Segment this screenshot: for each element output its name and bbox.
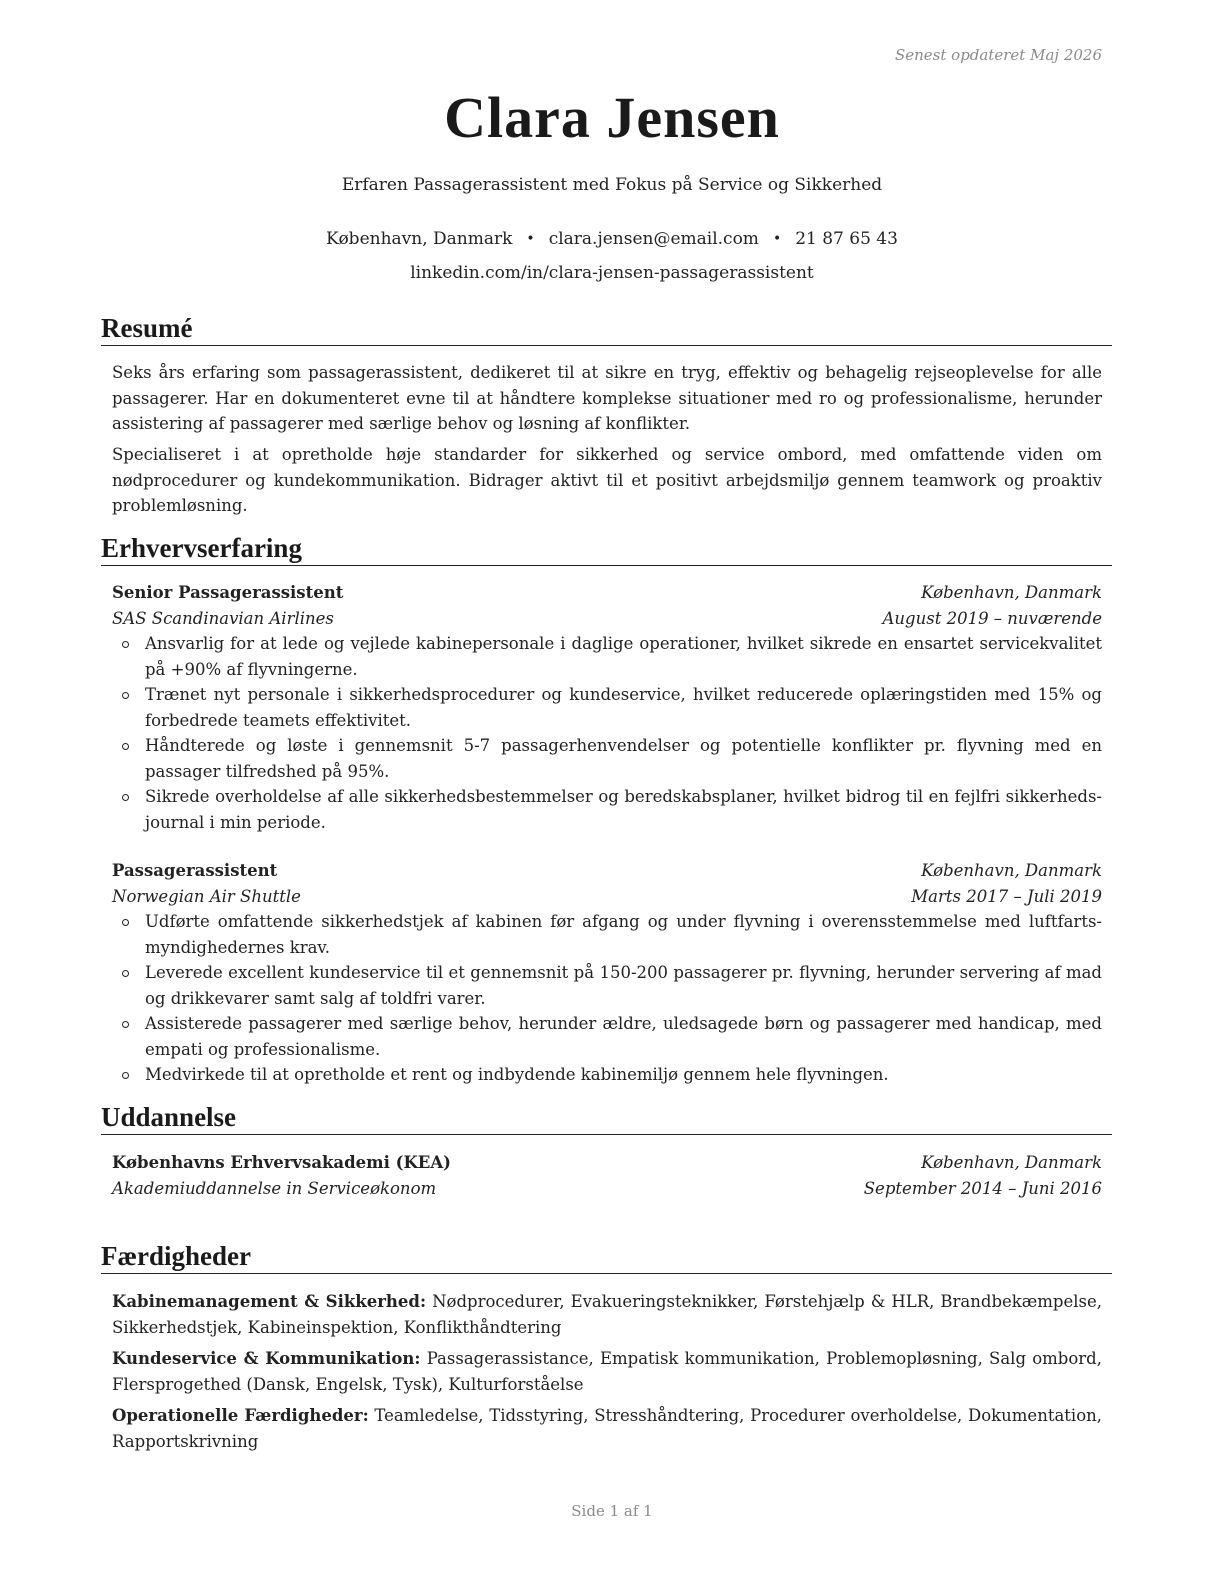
last-updated: Senest opdateret Maj 2026 — [894, 46, 1102, 64]
linkedin-link[interactable]: linkedin.com/in/clara-jensen-passagerassistent — [410, 263, 814, 283]
job-subheader — [112, 884, 1102, 909]
contact-line — [0, 229, 1224, 249]
page-number: Side 1 af 1 — [571, 1502, 653, 1520]
degree-name: Akademiuddannelse in Serviceøkonom — [112, 1179, 437, 1198]
job-role: Senior Passagerassistent — [112, 583, 344, 602]
job-location: København, Danmark — [921, 861, 1102, 880]
section-title-education: Uddannelse — [101, 1102, 1112, 1135]
skill-group — [112, 1289, 1102, 1340]
skill-group-text: Passagerassistance, Empatisk kommunikation, Problemopløsning, Salg ombord, Flersprogethed (Dansk, Engelsk, Tysk), Kulturforståelse — [112, 1349, 1102, 1394]
section-title-experience: Erhvervserfaring — [101, 533, 1112, 566]
list-item: Udførte omfattende sikkerhedstjek af kabinen før afgang og under flyvning i overensstemmelse med luftfarts-myndighedernes krav. — [112, 909, 1102, 960]
separator-dot: • — [772, 231, 782, 247]
summary-paragraph: Specialiseret i at opretholde høje standarder for sikkerhed og service ombord, med omfattende viden om nødprocedurer og kundekommunikation. Bidrager aktivt til et positivt arbejdsmiljø gennem teamwork og proaktiv problemløsning. — [112, 445, 1102, 515]
contact-email[interactable]: clara.jensen@email.com — [548, 229, 759, 249]
summary-paragraph: Seks års erfaring som passagerassistent, dedikeret til at sikre en tryg, effektiv og behagelig rejseoplevelse for alle passagerer. Har en dokumenteret evne til at håndtere komplekse situationer med ro og professionalisme, herunder assistering af passagerer med særlige behov og løsning af konflikter. — [112, 363, 1102, 433]
job-dates: Marts 2017 – Juli 2019 — [911, 887, 1102, 906]
job-header — [112, 858, 1102, 883]
job-subheader — [112, 606, 1102, 631]
school-name: Københavns Erhvervsakademi (KEA) — [112, 1153, 451, 1172]
job-header — [112, 580, 1102, 605]
list-item: Medvirkede til at opretholde et rent og indbydende kabinemiljø gennem hele flyvningen. — [112, 1062, 1102, 1088]
list-item: Leverede excellent kundeservice til et gennemsnit på 150-200 passagerer pr. flyvning, herunder servering af mad og drikkevarer samt salg af toldfri varer. — [112, 960, 1102, 1011]
skill-group-label: Operationelle Færdigheder: — [112, 1406, 369, 1425]
skill-group-label: Kabinemanagement & Sikkerhed: — [112, 1292, 427, 1311]
list-item: Assisterede passagerer med særlige behov, herunder ældre, uledsagede børn og passagerer med handicap, med empati og professionalisme. — [112, 1011, 1102, 1062]
contact-location: København, Danmark — [326, 229, 513, 249]
job-bullet-list — [112, 631, 1102, 835]
education-dates: September 2014 – Juni 2016 — [863, 1179, 1102, 1198]
skill-group — [112, 1346, 1102, 1397]
job-bullet-list — [112, 909, 1102, 1088]
school-location: København, Danmark — [921, 1153, 1102, 1172]
separator-dot: • — [526, 231, 535, 247]
job-company: Norwegian Air Shuttle — [112, 887, 301, 906]
skill-group — [112, 1403, 1102, 1454]
skill-group-label: Kundeservice & Kommunikation: — [112, 1349, 421, 1368]
contact-phone: 21 87 65 43 — [795, 229, 898, 249]
education-header — [112, 1150, 1102, 1175]
skill-group-text: Nødprocedurer, Evakueringsteknikker, Førstehjælp & HLR, Brandbekæmpelse, Sikkerhedstjek, Kabineinspektion, Konflikthåndtering — [112, 1292, 1103, 1337]
list-item: Trænet nyt personale i sikkerhedsprocedurer og kundeservice, hvilket reducerede oplæringstiden med 15% og forbedrede teamets effektivitet. — [112, 682, 1102, 733]
job-location: København, Danmark — [921, 583, 1102, 602]
job-role: Passagerassistent — [112, 861, 278, 880]
list-item: Sikrede overholdelse af alle sikkerhedsbestemmelser og beredskabsplaner, hvilket bidrog til en fejlfri sikkerheds-journal i min periode. — [112, 784, 1102, 835]
candidate-name: Clara Jensen — [444, 85, 780, 150]
skill-group-text: Teamledelse, Tidsstyring, Stresshåndtering, Procedurer overholdelse, Dokumentation, Rapportskrivning — [112, 1406, 1102, 1451]
job-company: SAS Scandinavian Airlines — [112, 609, 334, 628]
section-title-skills: Færdigheder — [101, 1241, 1112, 1274]
tagline: Erfaren Passagerassistent med Fokus på Service og Sikkerhed — [341, 175, 883, 195]
section-title-summary: Resumé — [101, 313, 1112, 346]
job-dates: August 2019 – nuværende — [882, 609, 1102, 628]
list-item: Ansvarlig for at lede og vejlede kabinepersonale i daglige operationer, hvilket sikrede en ensartet servicekvalitet på +90% af flyvningerne. — [112, 631, 1102, 682]
list-item: Håndterede og løste i gennemsnit 5-7 passagerhenvendelser og potentielle konflikter pr. flyvning med en passager tilfredshed på 95%. — [112, 733, 1102, 784]
